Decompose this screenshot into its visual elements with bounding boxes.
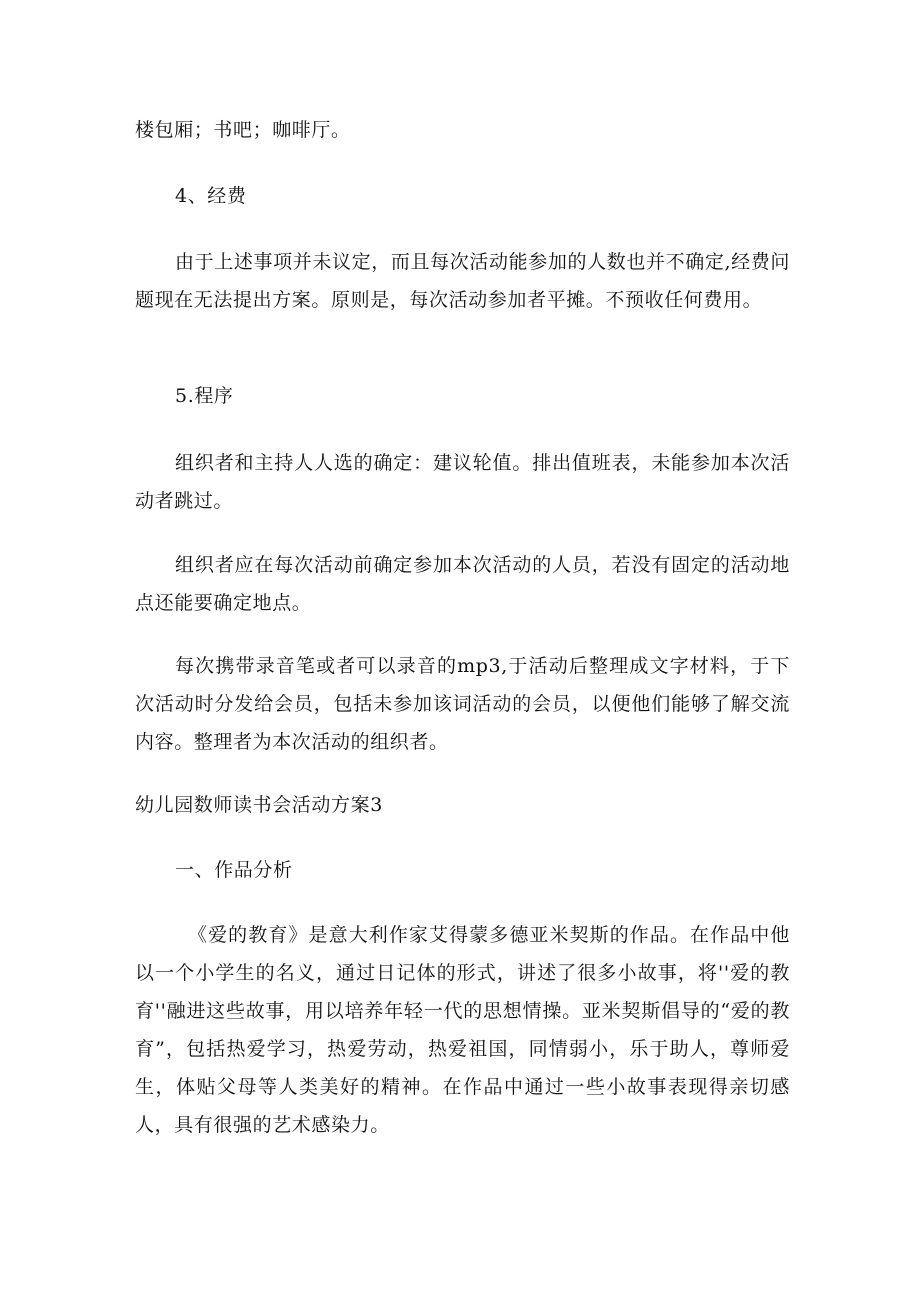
heading-plan-3: 幼儿园数师读书会活动方案3 [135,794,383,816]
paragraph-funding: 由于上述事项并未议定，而且每次活动能参加的人数也并不确定,经费问题现在无法提出方案。原则是，每次活动参加者平摊。不预收任何费用。 [135,251,790,311]
paragraph-venues: 楼包厢；书吧；咖啡厅。 [135,119,351,141]
heading-funding: 4、经费 [175,185,247,207]
paragraph-confirm: 组织者应在每次活动前确定参加本次活动的人员，若没有固定的活动地点还能要确定地点。 [135,554,790,614]
heading-analysis: 一、作品分析 [175,859,293,881]
paragraph-recording: 每次携带录音笔或者可以录音的mp3,于活动后整理成文字材料，于下次活动时分发给会员，包括未参加该词活动的会员，以便他们能够了解交流内容。整理者为本次活动的组织者。 [135,655,790,753]
paragraph-organizer: 组织者和主持人人选的确定：建议轮值。排出值班表，未能参加本次活动者跳过。 [135,452,790,512]
paragraph-analysis: 《爱的教育》是意大利作家艾得蒙多德亚米契斯的作品。在作品中他以一个小学生的名义，通过日记体的形式，讲述了很多小故事，将''爱的教育''融进这些故事，用以培养年轻一代的思想情操。亚米契斯倡导的“爱的教育”，包括热爱学习，热爱劳动，热爱祖国，同情弱小，乐于助人，尊师爱生，体贴父母等人类美好的精神。在作品中通过一些小故事表现得亲切感人，具有很强的艺术感染力。 [135,924,790,1136]
heading-procedure: 5.程序 [175,385,234,407]
